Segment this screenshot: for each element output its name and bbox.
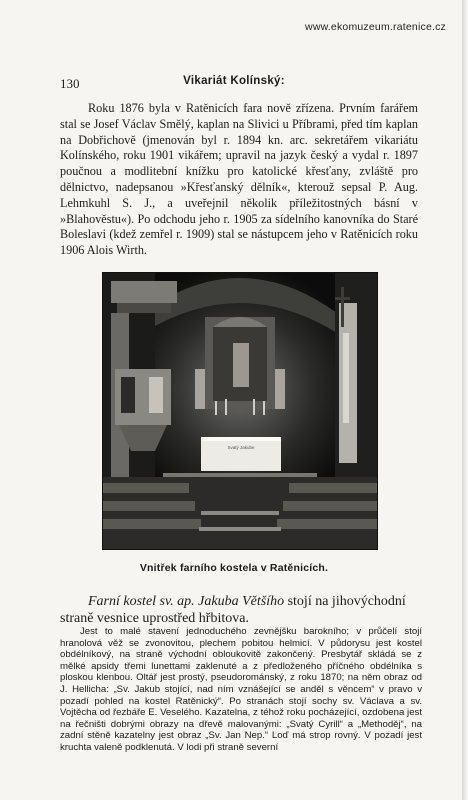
paragraph-church-description [60, 626, 422, 754]
page-number: 130 [60, 76, 80, 91]
church-section-lead [60, 593, 420, 627]
lead-text: stojí na jihovýchodní straně vesnice uprostřed hřbitova. [60, 594, 406, 626]
running-title: Vikariát Kolínský: [183, 75, 285, 87]
source-url-watermark: www.ekomuzeum.ratenice.cz [305, 21, 446, 33]
page-edge [462, 0, 468, 800]
church-interior-photo [102, 272, 378, 550]
paragraph-2-text: Jest to malé stavení jednoduchého zevnějšku barokního; v průčelí stojí hranolová věž se zvonovitou, plechem pobitou helmicí. V půdorysu jest kostel obdélníkový, na straně východní obloukovitě zakončený. Presbytář skládá se z mělké apsidy třemi lunettami zaklenuté a z předloženého příčného obdélníka s ploskou klenbou. Oltář jest prostý, pseudorománský, z roku 1870; na něm obraz od J. Hellicha: „Sv. Jakub stojící, nad ním vznášející se anděl s věncem“ v pravo v pozadí pohled na kostel Ratěnický“. Po stranách stojí sochy sv. Václava a sv. Vojtěcha od řezbáře E. Veselého. Kazatelna, z téhož roku pocházející, ozdobena jest na řečništi dobrými obrazy na dřevě malovanými: „Svatý Cyrill“ a „Methoděj“, na zadní stěně kazatelny jest obraz „Sv. Jan Nep.“ Loď má strop rovný. V pozadí jest kruchta valeně podklenutá. V lodi při straně severní [60, 626, 422, 753]
paragraph-1-text: Roku 1876 byla v Ratěnicích fara nově zřízena. Prvním farářem stal se Josef Václav Smělý, kaplan na Slivici u Příbrami, před tím kaplan na Dobřichově (jmenován byl r. 1894 kn. arc. sekretářem vikariátu Kolínského, roku 1901 vikářem; upravil na jazyk český a vydal r. 1897 poučnou a modlitební knížku pro katolické křesťany, zvláště pro dělnictvo, nadepsanou »Křesťanský dělník«, kterouž sepsal P. Aug. Lehmkuhl S. J., a uveřejnil několik příležitostných básní v »Blahověstu«). Po odchodu jeho r. 1905 za sídelního kanovníka do Staré Boleslavi (kdež zemřel r. 1909) stal se nástupcem jeho v Ratěnicích roku 1906 Alois Wirth. [60, 101, 418, 258]
altar-cloth-inscription: Svatý Jakube [227, 445, 255, 450]
paragraph-parish-history [60, 101, 418, 259]
church-title: Farní kostel sv. ap. Jakuba Většího [88, 594, 285, 609]
photo-caption: Vnitřek farního kostela v Ratěnicích. [139, 562, 329, 574]
